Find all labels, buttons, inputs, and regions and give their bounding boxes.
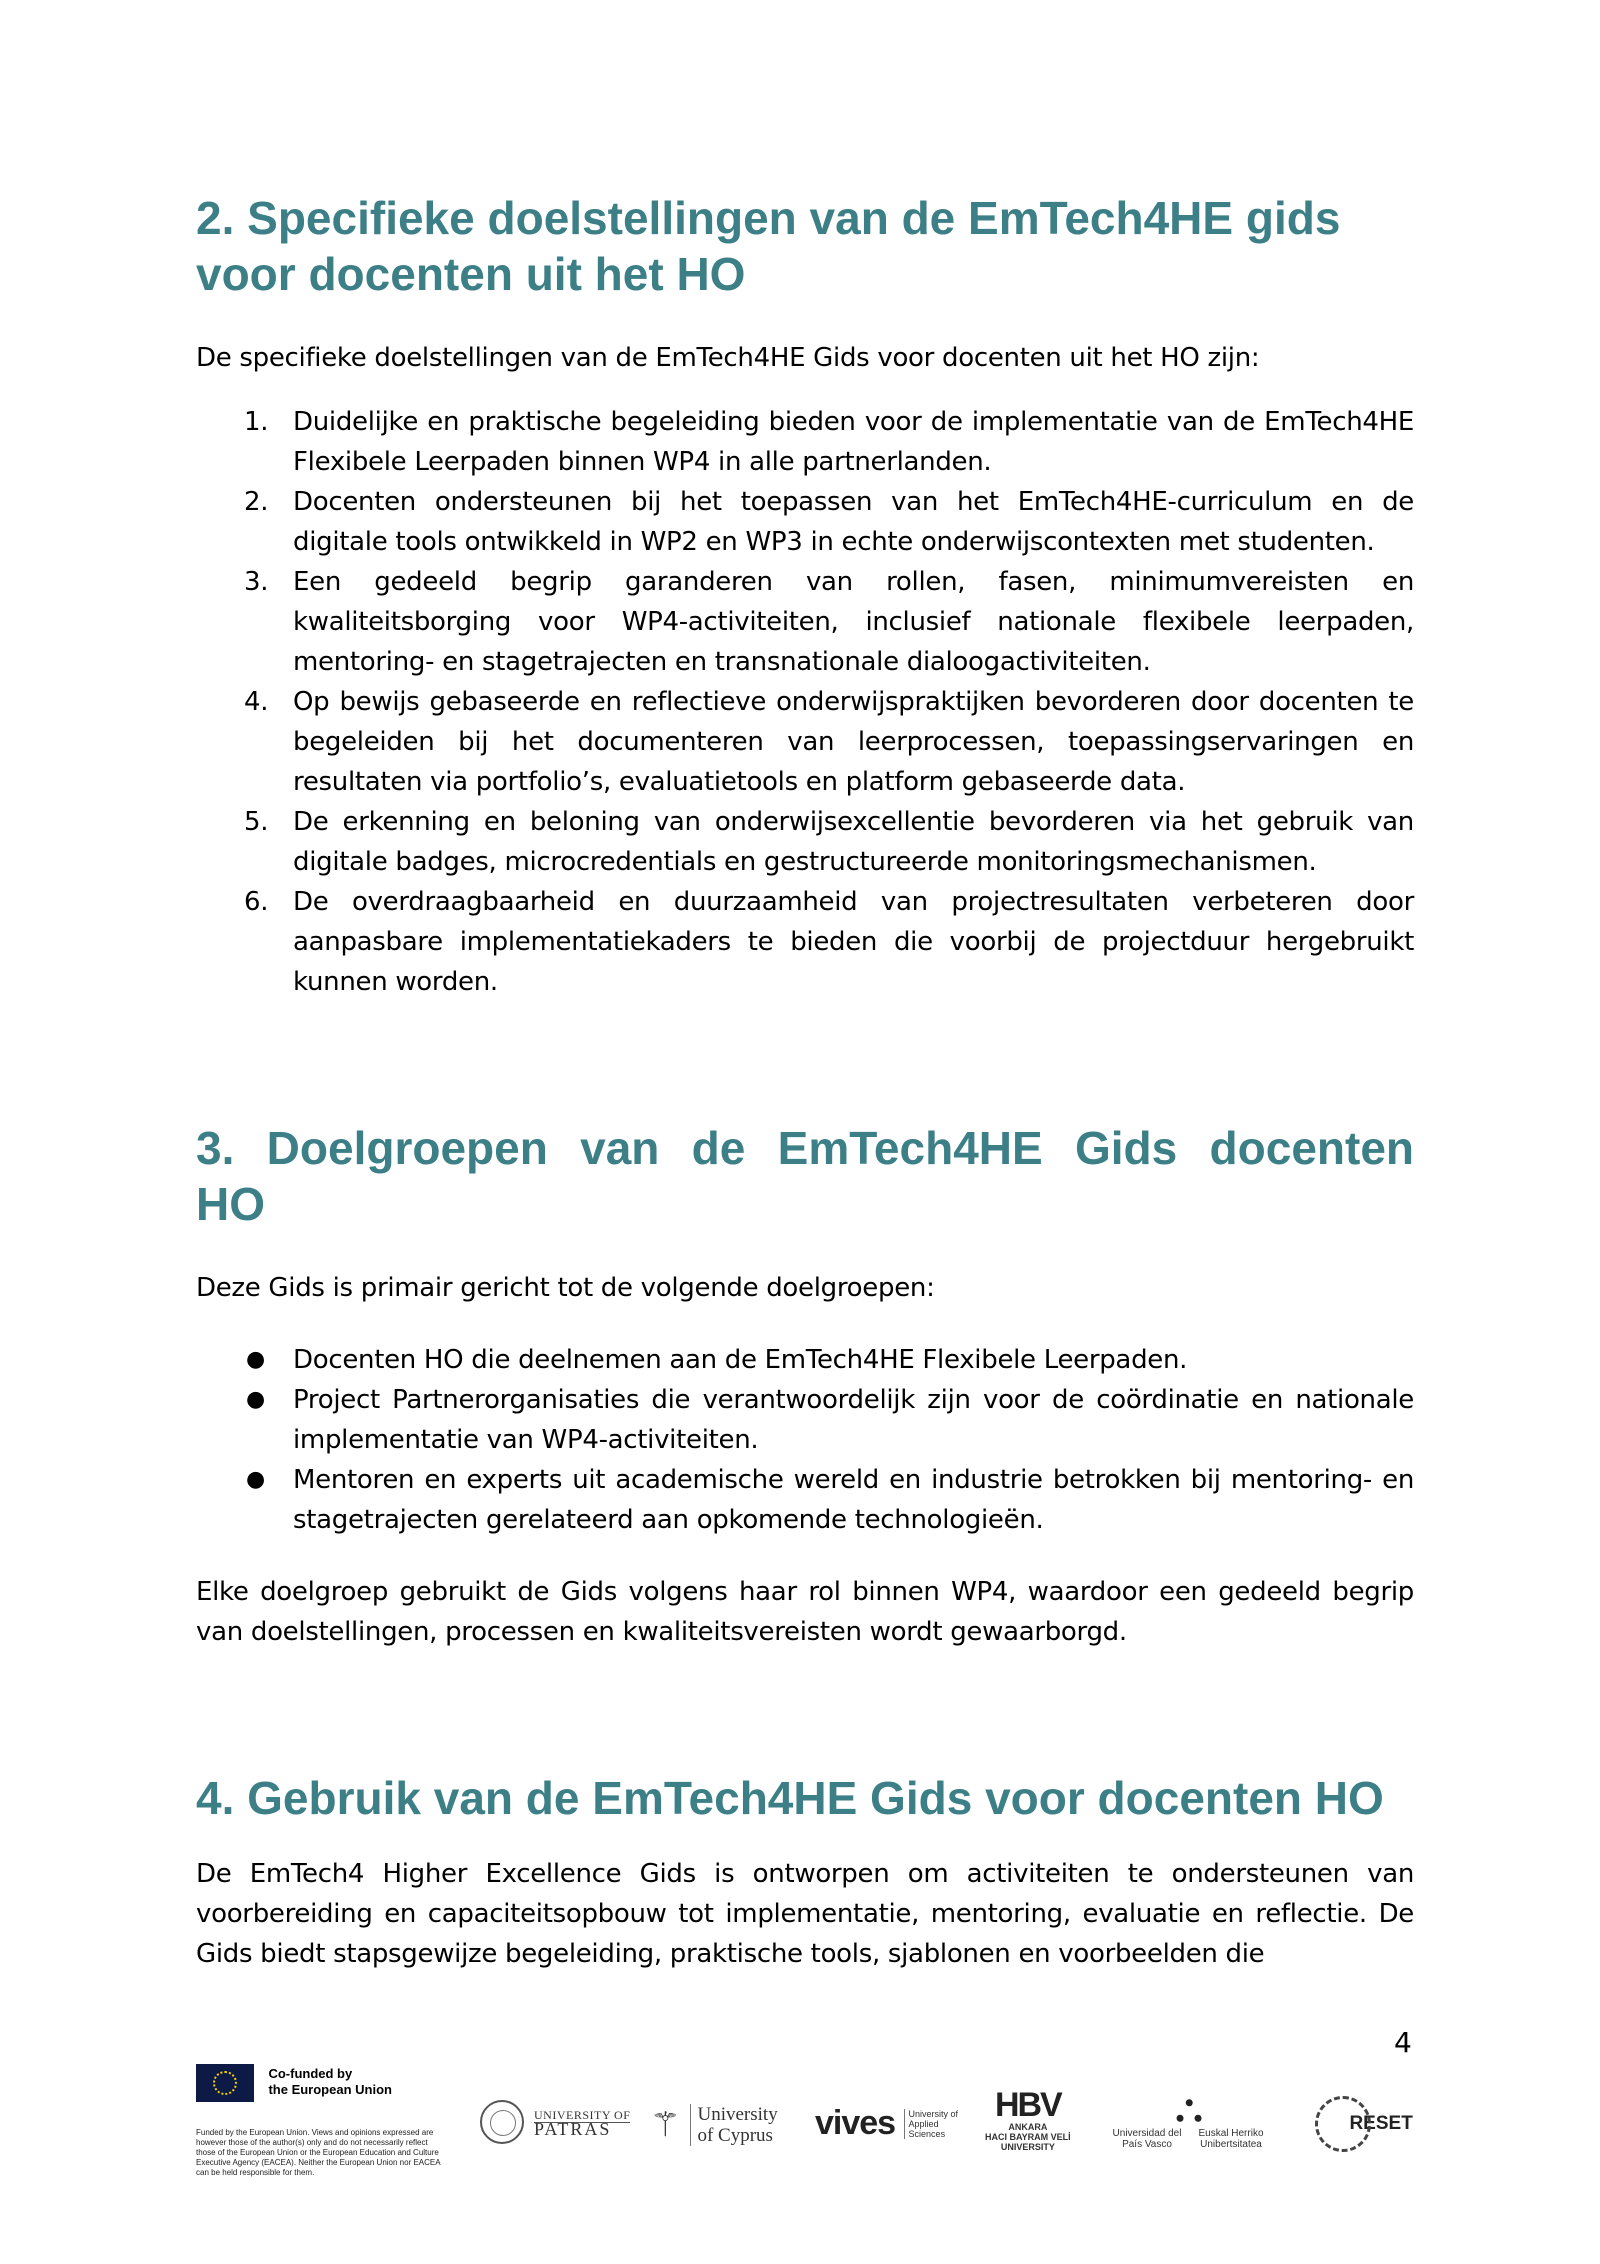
vives-wordmark: vives bbox=[815, 2104, 896, 2142]
section-3-intro: Deze Gids is primair gericht tot de volgende doelgroepen: bbox=[196, 1273, 935, 1303]
hbv-university-logo bbox=[985, 2088, 1071, 2152]
hbv-name: HACI BAYRAM VELİ bbox=[985, 2132, 1071, 2142]
document-page bbox=[196, 190, 1414, 1974]
list-item-text: De overdraagbaarheid en duurzaamheid van projectresultaten verbeteren door aanpasbare implementatiekaders te bieden die voorbij de projectduur hergebruikt kunnen worden. bbox=[293, 887, 1414, 997]
hbv-mark: HBV bbox=[994, 2086, 1061, 2124]
hbv-university: UNIVERSITY bbox=[1000, 2142, 1055, 2152]
ehu-emblem-icon: ⛬ bbox=[1175, 2086, 1203, 2130]
list-item-number: 2. bbox=[244, 487, 269, 517]
cyprus-emblem-icon: ⚚ bbox=[650, 2107, 681, 2144]
patras-line1: UNIVERSITY OF bbox=[534, 2107, 631, 2122]
section-3-outro: Elke doelgroep gebruikt de Gids volgens haar rol binnen WP4, waardoor een gedeeld begrip van doelstellingen, processen en kwaliteitsvereisten wordt gewaarborgd. bbox=[196, 1577, 1414, 1647]
bullet-icon: ● bbox=[246, 1387, 265, 1412]
section-4-body: De EmTech4 Higher Excellence Gids is ontworpen om activiteiten te ondersteunen van voorbereiding en capaciteitsopbouw tot implementatie, mentoring, evaluatie en reflectie. De Gids biedt stapsgewijze begeleiding, praktische tools, sjablonen en voorbeelden die bbox=[196, 1859, 1414, 1969]
bullet-icon: ● bbox=[246, 1467, 265, 1492]
eu-flag-icon bbox=[196, 2064, 254, 2102]
list-item-number: 4. bbox=[244, 687, 269, 717]
section-4-heading: 4. Gebruik van de EmTech4HE Gids voor docenten HO bbox=[196, 1772, 1384, 1824]
cyprus-line2: of Cyprus bbox=[697, 2125, 773, 2146]
reset-logo bbox=[1315, 2096, 1413, 2152]
footer bbox=[0, 2060, 1600, 2264]
list-item-text: Project Partnerorganisaties die verantwoordelijk zijn voor de coördinatie en nationale implementatie van WP4-activiteiten. bbox=[293, 1385, 1414, 1455]
list-item bbox=[196, 1380, 1414, 1460]
list-item-text: Mentoren en experts uit academische wereld en industrie betrokken bij mentoring- en stagetrajecten gerelateerd aan opkomende technologieën. bbox=[293, 1465, 1414, 1535]
reset-burst-icon bbox=[1315, 2096, 1371, 2152]
list-item-number: 5. bbox=[244, 807, 269, 837]
list-item-text: De erkenning en beloning van onderwijsexcellentie bevorderen via het gebruik van digitale badges, microcredentials en gestructureerde monitoringsmechanismen. bbox=[293, 807, 1414, 877]
list-item-text: Een gedeeld begrip garanderen van rollen, fasen, minimumvereisten en kwaliteitsborging voor WP4-activiteiten, inclusief nationale flexibele leerpaden, mentoring- en stagetrajecten en transnationale dialoogactiviteiten. bbox=[293, 567, 1414, 677]
vives-logo bbox=[815, 2104, 961, 2143]
list-item bbox=[196, 802, 1414, 882]
list-item-text: Docenten ondersteunen bij het toepassen van het EmTech4HE-curriculum en de digitale tools ontwikkeld in WP2 en WP3 in echte onderwijscontexten met studenten. bbox=[293, 487, 1414, 557]
eu-disclaimer: Funded by the European Union. Views and opinions expressed are however those of the author(s) only and do not necessarily reflect those of the European Union or the European Education and Culture Executive Agency (EACEA). Neither the European Union nor EACEA can be held responsible for them. bbox=[196, 2128, 441, 2177]
list-item bbox=[196, 402, 1414, 482]
ehu-logo bbox=[1112, 2088, 1266, 2150]
ehu-spanish-name: Universidad del País Vasco bbox=[1112, 2128, 1182, 2150]
list-item-text: Op bewijs gebaseerde en reflectieve onderwijspraktijken bevorderen door docenten te begeleiden bij het documenteren van leerprocessen, toepassingservaringen en resultaten via portfolio’s, evaluatietools en platform gebaseerde data. bbox=[293, 687, 1414, 797]
patras-line2: PATRAS bbox=[534, 2122, 630, 2136]
section-2-objectives-list bbox=[196, 402, 1414, 1002]
section-2-heading: 2. Specifieke doelstellingen van de EmTech4HE gids voor docenten uit het HO bbox=[196, 192, 1341, 300]
section-3-heading-line2: HO bbox=[196, 1178, 265, 1230]
page-number: 4 bbox=[1394, 2026, 1412, 2059]
list-item bbox=[196, 682, 1414, 802]
patras-seal-icon bbox=[480, 2100, 524, 2144]
list-item bbox=[196, 482, 1414, 562]
hbv-city: ANKARA bbox=[1008, 2122, 1048, 2132]
list-item bbox=[196, 882, 1414, 1002]
eu-funding-block bbox=[196, 2064, 446, 2178]
vives-subtitle: University of Applied Sciences bbox=[904, 2109, 961, 2139]
university-of-patras-logo bbox=[480, 2100, 630, 2144]
list-item bbox=[196, 1340, 1414, 1380]
list-item bbox=[196, 562, 1414, 682]
list-item-number: 6. bbox=[244, 887, 269, 917]
list-item-number: 3. bbox=[244, 567, 269, 597]
reset-wordmark: RESET bbox=[1349, 2113, 1413, 2134]
ehu-basque-name: Euskal Herriko Unibertsitatea bbox=[1198, 2128, 1264, 2150]
university-of-cyprus-logo bbox=[650, 2104, 778, 2146]
list-item-text: Docenten HO die deelnemen aan de EmTech4HE Flexibele Leerpaden. bbox=[293, 1345, 1188, 1375]
list-item-text: Duidelijke en praktische begeleiding bieden voor de implementatie van de EmTech4HE Flexibele Leerpaden binnen WP4 in alle partnerlanden. bbox=[293, 407, 1414, 477]
section-3-target-groups-list bbox=[196, 1340, 1414, 1540]
cyprus-line1: University bbox=[697, 2104, 778, 2125]
list-item-number: 1. bbox=[244, 407, 269, 437]
bullet-icon: ● bbox=[246, 1347, 265, 1372]
section-3-heading bbox=[196, 1120, 1414, 1232]
list-item bbox=[196, 1460, 1414, 1540]
section-2-intro: De specifieke doelstellingen van de EmTech4HE Gids voor docenten uit het HO zijn: bbox=[196, 343, 1260, 373]
eu-cofunded-label: Co-funded by the European Union bbox=[268, 2066, 392, 2097]
section-3-heading-line1: 3. Doelgroepen van de EmTech4HE Gids docenten bbox=[196, 1122, 1414, 1174]
